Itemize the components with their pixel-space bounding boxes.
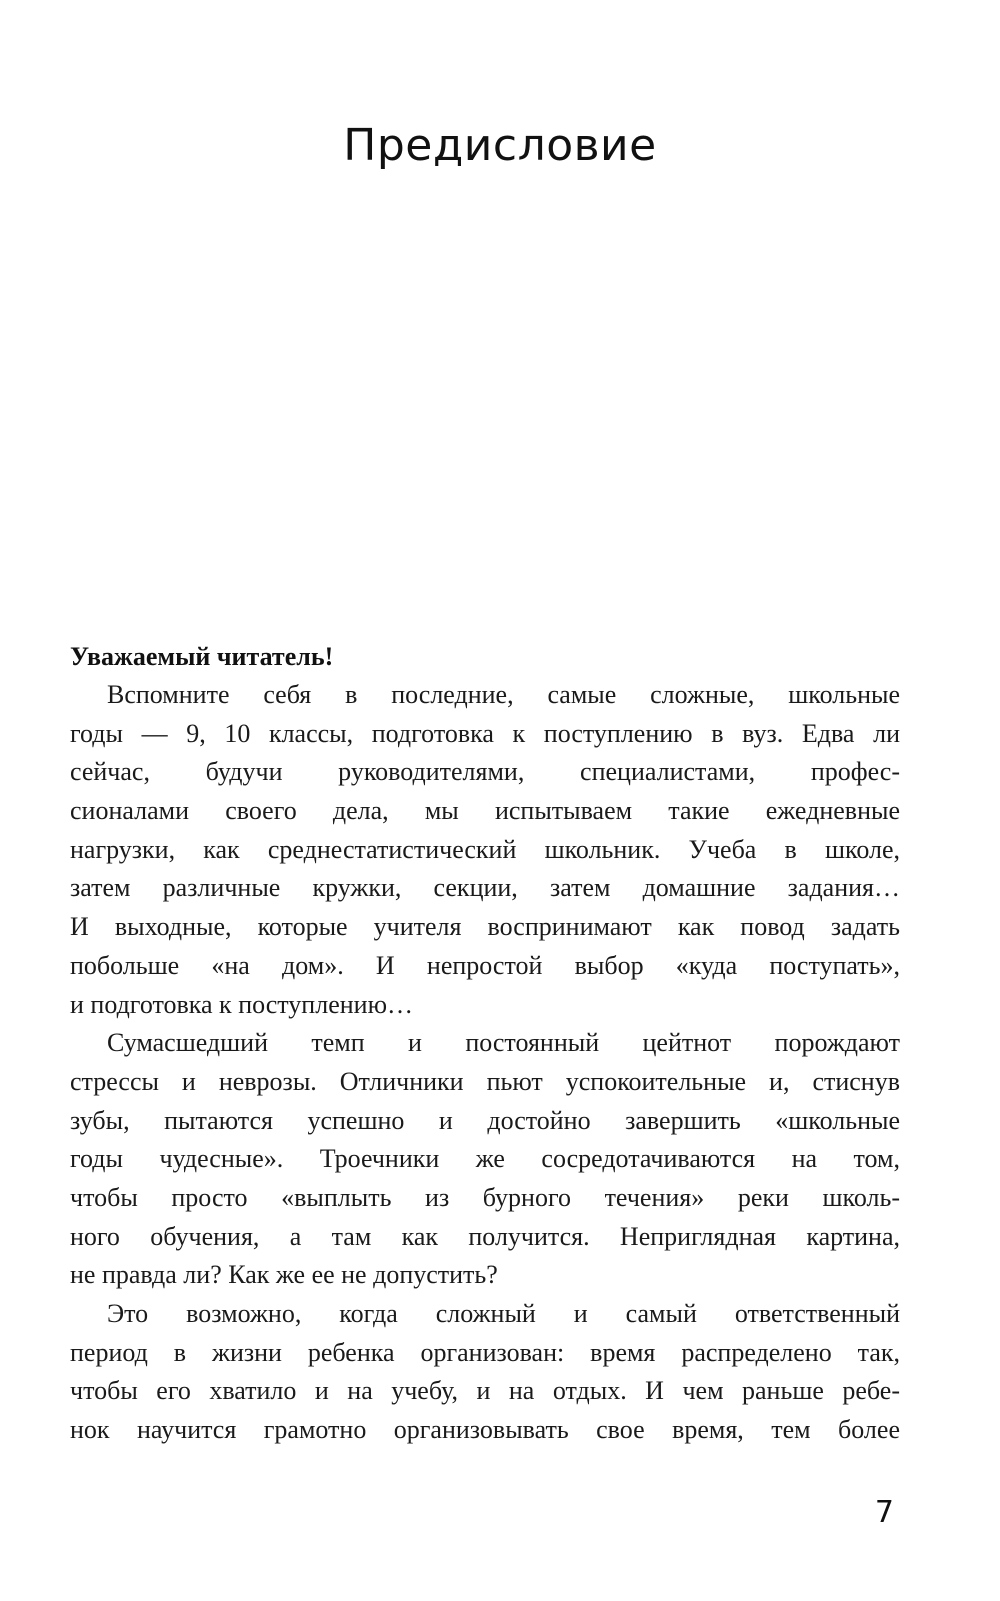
page-number: 7 bbox=[874, 1495, 894, 1530]
text-line: период в жизни ребенка организован: время распределено так, bbox=[70, 1337, 900, 1367]
text-line: сейчас, будучи руководителями, специалистами, профес- bbox=[70, 757, 900, 787]
text-line: стрессы и неврозы. Отличники пьют успокоительные и, стиснув bbox=[70, 1066, 900, 1096]
text-line: чтобы его хватило и на учебу, и на отдых. И чем раньше ребе- bbox=[70, 1376, 900, 1406]
text-line: побольше «на дом». И непростой выбор «куда поступать», bbox=[70, 950, 900, 980]
text-line: сионалами своего дела, мы испытываем такие ежедневные bbox=[70, 796, 900, 826]
text-line: зубы, пытаются успешно и достойно завершить «школьные bbox=[70, 1105, 900, 1135]
body-text bbox=[70, 676, 900, 1450]
text-line: нок научится грамотно организовывать свое время, тем более bbox=[70, 1415, 900, 1445]
text-line: Это возможно, когда сложный и самый ответственный bbox=[107, 1299, 900, 1328]
greeting: Уважаемый читатель! bbox=[70, 642, 334, 671]
text-line: Вспомните себя в последние, самые сложные, школьные bbox=[107, 680, 900, 709]
text-line: годы чудесные». Троечники же сосредотачиваются на том, bbox=[70, 1144, 900, 1174]
text-line: не правда ли? Как же ее не допустить? bbox=[70, 1260, 498, 1290]
text-line: затем различные кружки, секции, затем домашние задания… bbox=[70, 873, 900, 903]
text-line: Сумасшедший темп и постоянный цейтнот порождают bbox=[107, 1028, 900, 1058]
text-line: чтобы просто «выплыть из бурного течения» реки школь- bbox=[70, 1182, 900, 1212]
text-line: ного обучения, а там как получится. Неприглядная картина, bbox=[70, 1221, 900, 1251]
page-title: Предисловие bbox=[343, 120, 657, 171]
text-line: нагрузки, как среднестатистический школьник. Учеба в школе, bbox=[70, 834, 900, 864]
text-line: И выходные, которые учителя воспринимают как повод задать bbox=[70, 912, 900, 942]
text-line: и подготовка к поступлению… bbox=[70, 989, 413, 1019]
text-line: годы — 9, 10 классы, подготовка к поступлению в вуз. Едва ли bbox=[70, 718, 900, 748]
